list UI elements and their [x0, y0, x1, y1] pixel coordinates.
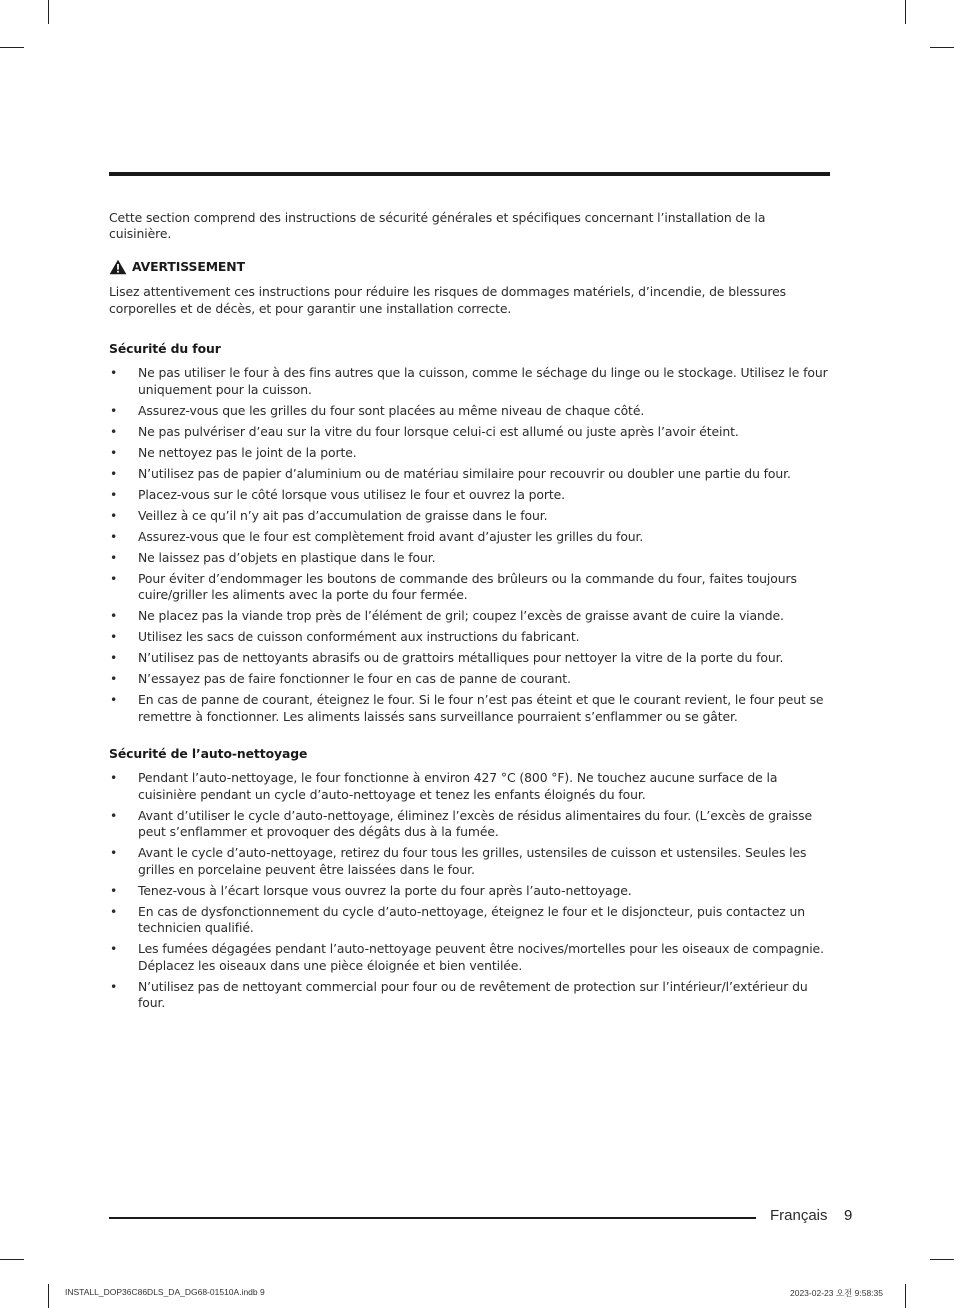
list-item: • Avant le cycle d’auto-nettoyage, retirez du four tous les grilles, ustensiles de cuisson et ustensiles. Seules les grilles en porcelaine peuvent être laissées dans le four.: [109, 845, 831, 878]
list-item: • Ne nettoyez pas le joint de la porte.: [109, 445, 831, 461]
list-item: • Pendant l’auto-nettoyage, le four fonctionne à environ 427 °C (800 °F). Ne touchez aucune surface de la cuisinière pendant un cycle d’auto-nettoyage et tenez les enfants éloignés du four.: [109, 770, 831, 803]
page-number: 9: [844, 1207, 853, 1224]
list-item: • Veillez à ce qu’il n’y ait pas d’accumulation de graisse dans le four.: [109, 508, 831, 524]
crop-mark: [48, 1284, 49, 1308]
self-clean-safety-list: [109, 770, 831, 1011]
crop-mark: [905, 0, 906, 24]
page-content: [109, 210, 831, 1032]
list-item: • Assurez-vous que les grilles du four sont placées au même niveau de chaque côté.: [109, 403, 831, 419]
warning-text: Lisez attentivement ces instructions pour réduire les risques de dommages matériels, d’incendie, de blessures corporelles et de décès, et pour garantir une installation correcte.: [109, 284, 786, 316]
oven-safety-list: [109, 365, 831, 725]
list-item: • Assurez-vous que le four est complètement froid avant d’ajuster les grilles du four.: [109, 529, 831, 545]
crop-mark: [905, 1284, 906, 1308]
list-item: • Les fumées dégagées pendant l’auto-nettoyage peuvent être nocives/mortelles pour les oiseaux de compagnie. Déplacez les oiseaux dans une pièce éloignée et bien ventilée.: [109, 941, 831, 974]
list-item: • Placez-vous sur le côté lorsque vous utilisez le four et ouvrez la porte.: [109, 487, 831, 503]
list-item: • Ne placez pas la viande trop près de l’élément de gril; coupez l’excès de graisse avant de cuire la viande.: [109, 608, 831, 624]
list-item: • Ne laissez pas d’objets en plastique dans le four.: [109, 550, 831, 566]
list-item: • Tenez-vous à l’écart lorsque vous ouvrez la porte du four après l’auto-nettoyage.: [109, 883, 831, 899]
print-slug-file: INSTALL_DOP36C86DLS_DA_DG68-01510A.indb 9: [65, 1287, 265, 1297]
crop-mark: [48, 0, 49, 24]
list-item: • N’utilisez pas de papier d’aluminium ou de matériau similaire pour recouvrir ou doubler une partie du four.: [109, 466, 831, 482]
footer-language: Français: [770, 1207, 828, 1224]
crop-mark: [0, 47, 24, 48]
print-slug-date: 2023-02-23 오전 9:58:35: [790, 1288, 883, 1298]
oven-safety-title: Sécurité du four: [109, 341, 221, 357]
header-rule: [109, 172, 830, 176]
footer-rule: [109, 1217, 756, 1219]
list-item: • Ne pas utiliser le four à des fins autres que la cuisson, comme le séchage du linge ou le stockage. Utilisez le four uniquement pour la cuisson.: [109, 365, 831, 398]
list-item: • Utilisez les sacs de cuisson conformément aux instructions du fabricant.: [109, 629, 831, 645]
list-item: • En cas de panne de courant, éteignez le four. Si le four n’est pas éteint et que le courant revient, le four peut se remettre à fonctionner. Les aliments laissés sans surveillance pourraient s’enflammer ou se gâter.: [109, 692, 831, 725]
list-item: • Ne pas pulvériser d’eau sur la vitre du four lorsque celui-ci est allumé ou juste après l’avoir éteint.: [109, 424, 831, 440]
list-item: • Avant d’utiliser le cycle d’auto-nettoyage, éliminez l’excès de résidus alimentaires du four. (L’excès de graisse peut s’enflammer et provoquer des dégâts dus à la fumée.: [109, 808, 831, 841]
crop-mark: [930, 1259, 954, 1260]
crop-mark: [0, 1259, 24, 1260]
list-item: • En cas de dysfonctionnement du cycle d’auto-nettoyage, éteignez le four et le disjoncteur, puis contactez un technicien qualifié.: [109, 904, 831, 937]
list-item: • N’essayez pas de faire fonctionner le four en cas de panne de courant.: [109, 671, 831, 687]
crop-mark: [930, 47, 954, 48]
list-item: • N’utilisez pas de nettoyant commercial pour four ou de revêtement de protection sur l’intérieur/l’extérieur du four.: [109, 979, 831, 1012]
warning-triangle-icon: [109, 259, 127, 275]
self-clean-safety-title: Sécurité de l’auto-nettoyage: [109, 746, 308, 762]
list-item: • Pour éviter d’endommager les boutons de commande des brûleurs ou la commande du four, faites toujours cuire/griller les aliments avec la porte du four fermée.: [109, 571, 831, 604]
warning-heading: [109, 259, 831, 275]
list-item: • N’utilisez pas de nettoyants abrasifs ou de grattoirs métalliques pour nettoyer la vitre de la porte du four.: [109, 650, 831, 666]
intro-paragraph: Cette section comprend des instructions de sécurité générales et spécifiques concernant l’installation de la cuisinière.: [109, 210, 766, 242]
warning-label: AVERTISSEMENT: [132, 258, 245, 274]
